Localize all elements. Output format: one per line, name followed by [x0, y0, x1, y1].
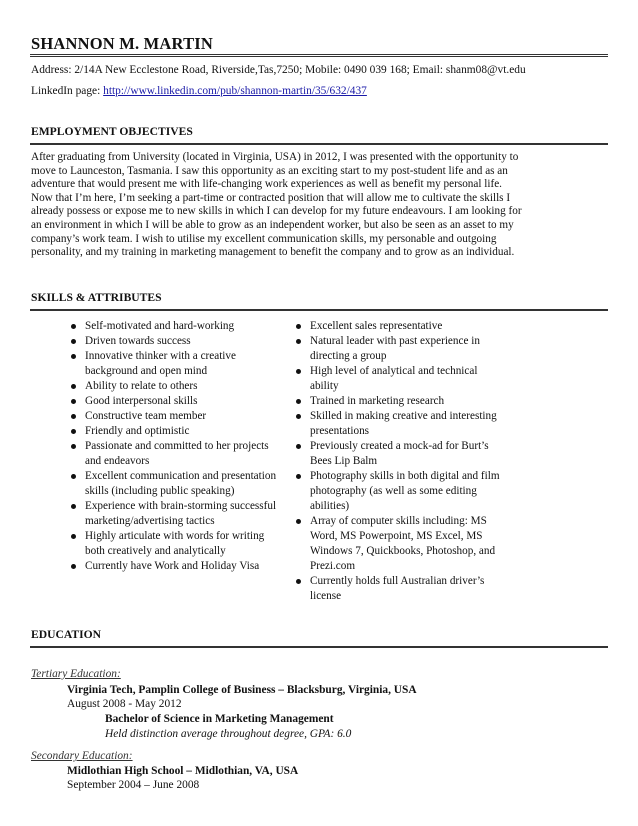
skill-item: Constructive team member — [69, 409, 284, 424]
objective-line: Now that I’m here, I’m seeking a part-time or contracted position that will allow me to cultivate the skills I — [31, 191, 511, 204]
skills-divider — [30, 309, 608, 311]
objectives-heading: EMPLOYMENT OBJECTIVES — [31, 125, 193, 138]
objective-line: an environment in which I will be able to grow as an independent worker, but also be seen as an asset to my — [31, 218, 514, 231]
secondary-label: Secondary Education: — [31, 750, 133, 762]
skill-item: Currently have Work and Holiday Visa — [69, 559, 284, 574]
skill-item: Natural leader with past experience in directing a group — [294, 334, 506, 364]
objectives-divider — [30, 143, 608, 145]
linkedin-line — [31, 85, 367, 97]
skill-item: Ability to relate to others — [69, 379, 284, 394]
degree-distinction: Held distinction average throughout degree, GPA: 6.0 — [105, 728, 352, 740]
objectives-paragraph — [31, 151, 579, 260]
skill-item: Driven towards success — [69, 334, 284, 349]
skills-list-right — [294, 319, 506, 604]
skill-item: Highly articulate with words for writing both creatively and analytically — [69, 529, 284, 559]
secondary-dates: September 2004 – June 2008 — [67, 779, 200, 791]
skill-item: Friendly and optimistic — [69, 424, 284, 439]
skill-item: High level of analytical and technical ability — [294, 364, 506, 394]
secondary-school: Midlothian High School – Midlothian, VA, USA — [67, 765, 299, 777]
tertiary-label: Tertiary Education: — [31, 668, 121, 680]
skill-item: Previously created a mock-ad for Burt’s Bees Lip Balm — [294, 439, 506, 469]
objective-line: adventure that would present me with life-changing work experiences as well as benefit my personal life. — [31, 178, 502, 191]
contact-line: Address: 2/14A New Ecclestone Road, Riverside,Tas,7250; Mobile: 0490 039 168; Email: shanm08@vt.edu — [31, 64, 526, 76]
objective-line: move to Launceston, Tasmania. I saw this opportunity as an exciting start to my post-student life and as an — [31, 164, 508, 177]
skill-item: Innovative thinker with a creative background and open mind — [69, 349, 284, 379]
skill-item: Good interpersonal skills — [69, 394, 284, 409]
education-heading: EDUCATION — [31, 628, 101, 641]
skill-item: Passionate and committed to her projects and endeavors — [69, 439, 284, 469]
tertiary-school: Virginia Tech, Pamplin College of Business – Blacksburg, Virginia, USA — [67, 684, 417, 696]
skills-heading: SKILLS & ATTRIBUTES — [31, 291, 162, 304]
skill-item: Array of computer skills including: MS Word, MS Powerpoint, MS Excel, MS Windows 7, Quickbooks, Photoshop, and Prezi.com — [294, 514, 506, 574]
linkedin-label: LinkedIn page: — [31, 85, 104, 97]
skill-item: Experience with brain-storming successful marketing/advertising tactics — [69, 499, 284, 529]
skill-item: Currently holds full Australian driver’s license — [294, 574, 506, 604]
skill-item: Self-motivated and hard-working — [69, 319, 284, 334]
skill-item: Skilled in making creative and interesting presentations — [294, 409, 506, 439]
objective-line: company’s work team. I wish to utilise my excellent communication skills, my personable and outgoing — [31, 232, 497, 245]
skill-item: Excellent sales representative — [294, 319, 506, 334]
header-divider — [30, 54, 608, 59]
skill-item: Photography skills in both digital and film photography (as well as some editing abilities) — [294, 469, 506, 514]
skill-item: Excellent communication and presentation skills (including public speaking) — [69, 469, 284, 499]
objective-line: After graduating from University (located in Virginia, USA) in 2012, I was presented with the opportunity to — [31, 151, 519, 163]
candidate-name: SHANNON M. MARTIN — [31, 34, 214, 53]
education-divider — [30, 646, 608, 648]
skill-item: Trained in marketing research — [294, 394, 506, 409]
degree-title: Bachelor of Science in Marketing Management — [105, 713, 334, 725]
objective-line: already possess or expose me to new skills in which I can develop for my future endeavours. I am looking for — [31, 205, 522, 218]
linkedin-link[interactable]: http://www.linkedin.com/pub/shannon-martin/35/632/437 — [103, 85, 367, 97]
objective-line: personality, and my training in marketing management to benefit the company and to grow as an individual. — [31, 246, 515, 259]
skills-list-left — [69, 319, 284, 574]
tertiary-dates: August 2008 - May 2012 — [67, 698, 182, 710]
